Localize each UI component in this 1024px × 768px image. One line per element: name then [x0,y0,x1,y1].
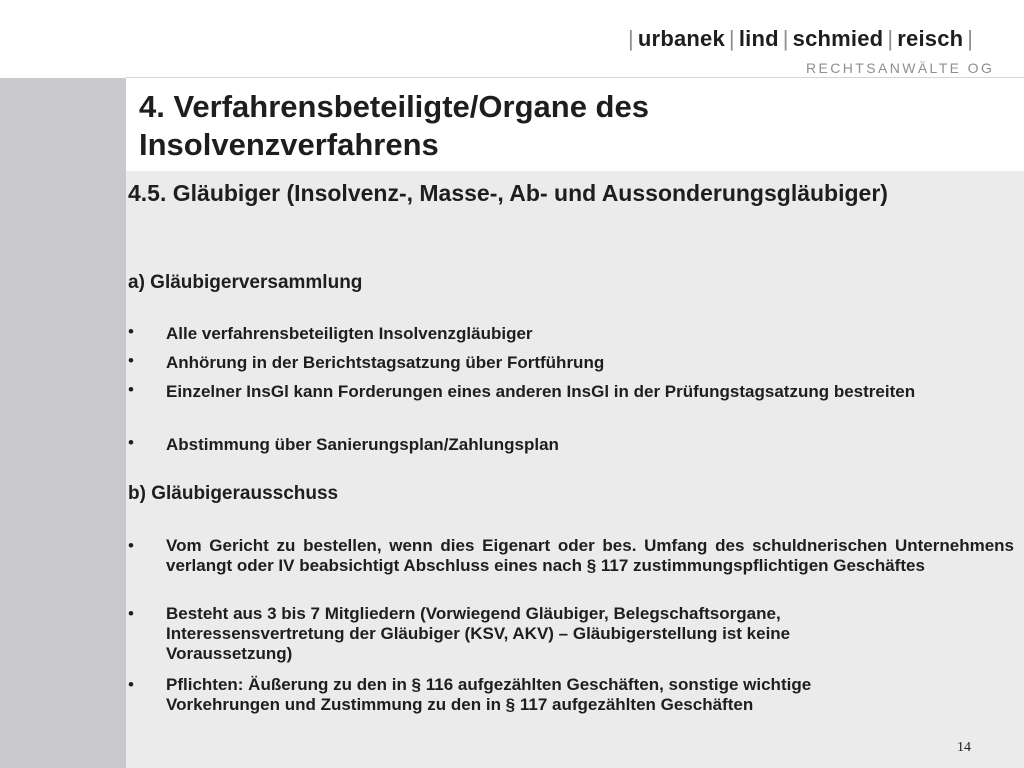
sidebar-decoration [0,78,126,768]
list-item [128,604,908,664]
logo-name-urbanek: urbanek [637,26,725,51]
list-item [128,433,1014,457]
logo-separator: | [967,26,974,51]
bullet-icon: • [128,536,134,555]
logo-separator: | [628,26,634,51]
list-item [128,351,1014,375]
firm-logo [624,26,1014,86]
list-item [128,380,948,404]
list-item-text: Pflichten: Äußerung zu den in § 116 aufgezählten Geschäften, sonstige wichtige Vorkehrungen und Zustimmung zu den in § 117 aufgezählten Geschäften [166,675,812,714]
logo-separator: | [782,26,789,51]
logo-names [624,26,977,52]
list-item [128,675,928,715]
section-heading: 4.5. Gläubiger (Insolvenz-, Masse-, Ab- und Aussonderungsgläubiger) [128,180,888,206]
bullet-icon: • [128,433,134,452]
list-item-text: Abstimmung über Sanierungsplan/Zahlungsplan [166,435,559,454]
list-item [128,536,1014,576]
logo-name-lind: lind [738,26,779,51]
creditors-meeting-heading: a) Gläubigerversammlung [128,272,363,293]
logo-separator: | [728,26,735,51]
list-item-text: Alle verfahrensbeteiligten Insolvenzgläubiger [166,324,533,343]
list-item-text: Anhörung in der Berichtstagsatzung über Fortführung [166,353,605,372]
page-number: 14 [957,740,971,755]
creditors-committee-heading: b) Gläubigerausschuss [128,483,339,504]
list-item-text: Einzelner InsGl kann Forderungen eines anderen InsGl in der Prüfungstagsatzung bestreiten [166,382,916,401]
list-item-text: Besteht aus 3 bis 7 Mitgliedern (Vorwiegend Gläubiger, Belegschaftsorgane, Interessensvertretung der Gläubiger (KSV, AKV) – Gläubigerstellung ist keine Voraussetzung) [166,604,791,663]
slide-title: 4. Verfahrensbeteiligte/Organe des Insolvenzverfahrens [139,89,649,162]
list-item-text: Vom Gericht zu bestellen, wenn dies Eigenart oder bes. Umfang des schuldnerischen Unternehmens verlangt oder IV beabsichtigt Abschluss eines nach § 117 zustimmungspflichtigen Geschäftes [166,536,1014,575]
logo-name-reisch: reisch [897,26,964,51]
bullet-icon: • [128,380,134,399]
bullet-icon: • [128,322,134,341]
bullet-icon: • [128,351,134,370]
bullet-icon: • [128,604,134,623]
logo-name-schmied: schmied [792,26,884,51]
logo-separator: | [887,26,894,51]
list-item [128,322,1014,346]
logo-subtitle: RECHTSANWÄLTE OG [806,60,995,76]
bullet-icon: • [128,675,134,694]
